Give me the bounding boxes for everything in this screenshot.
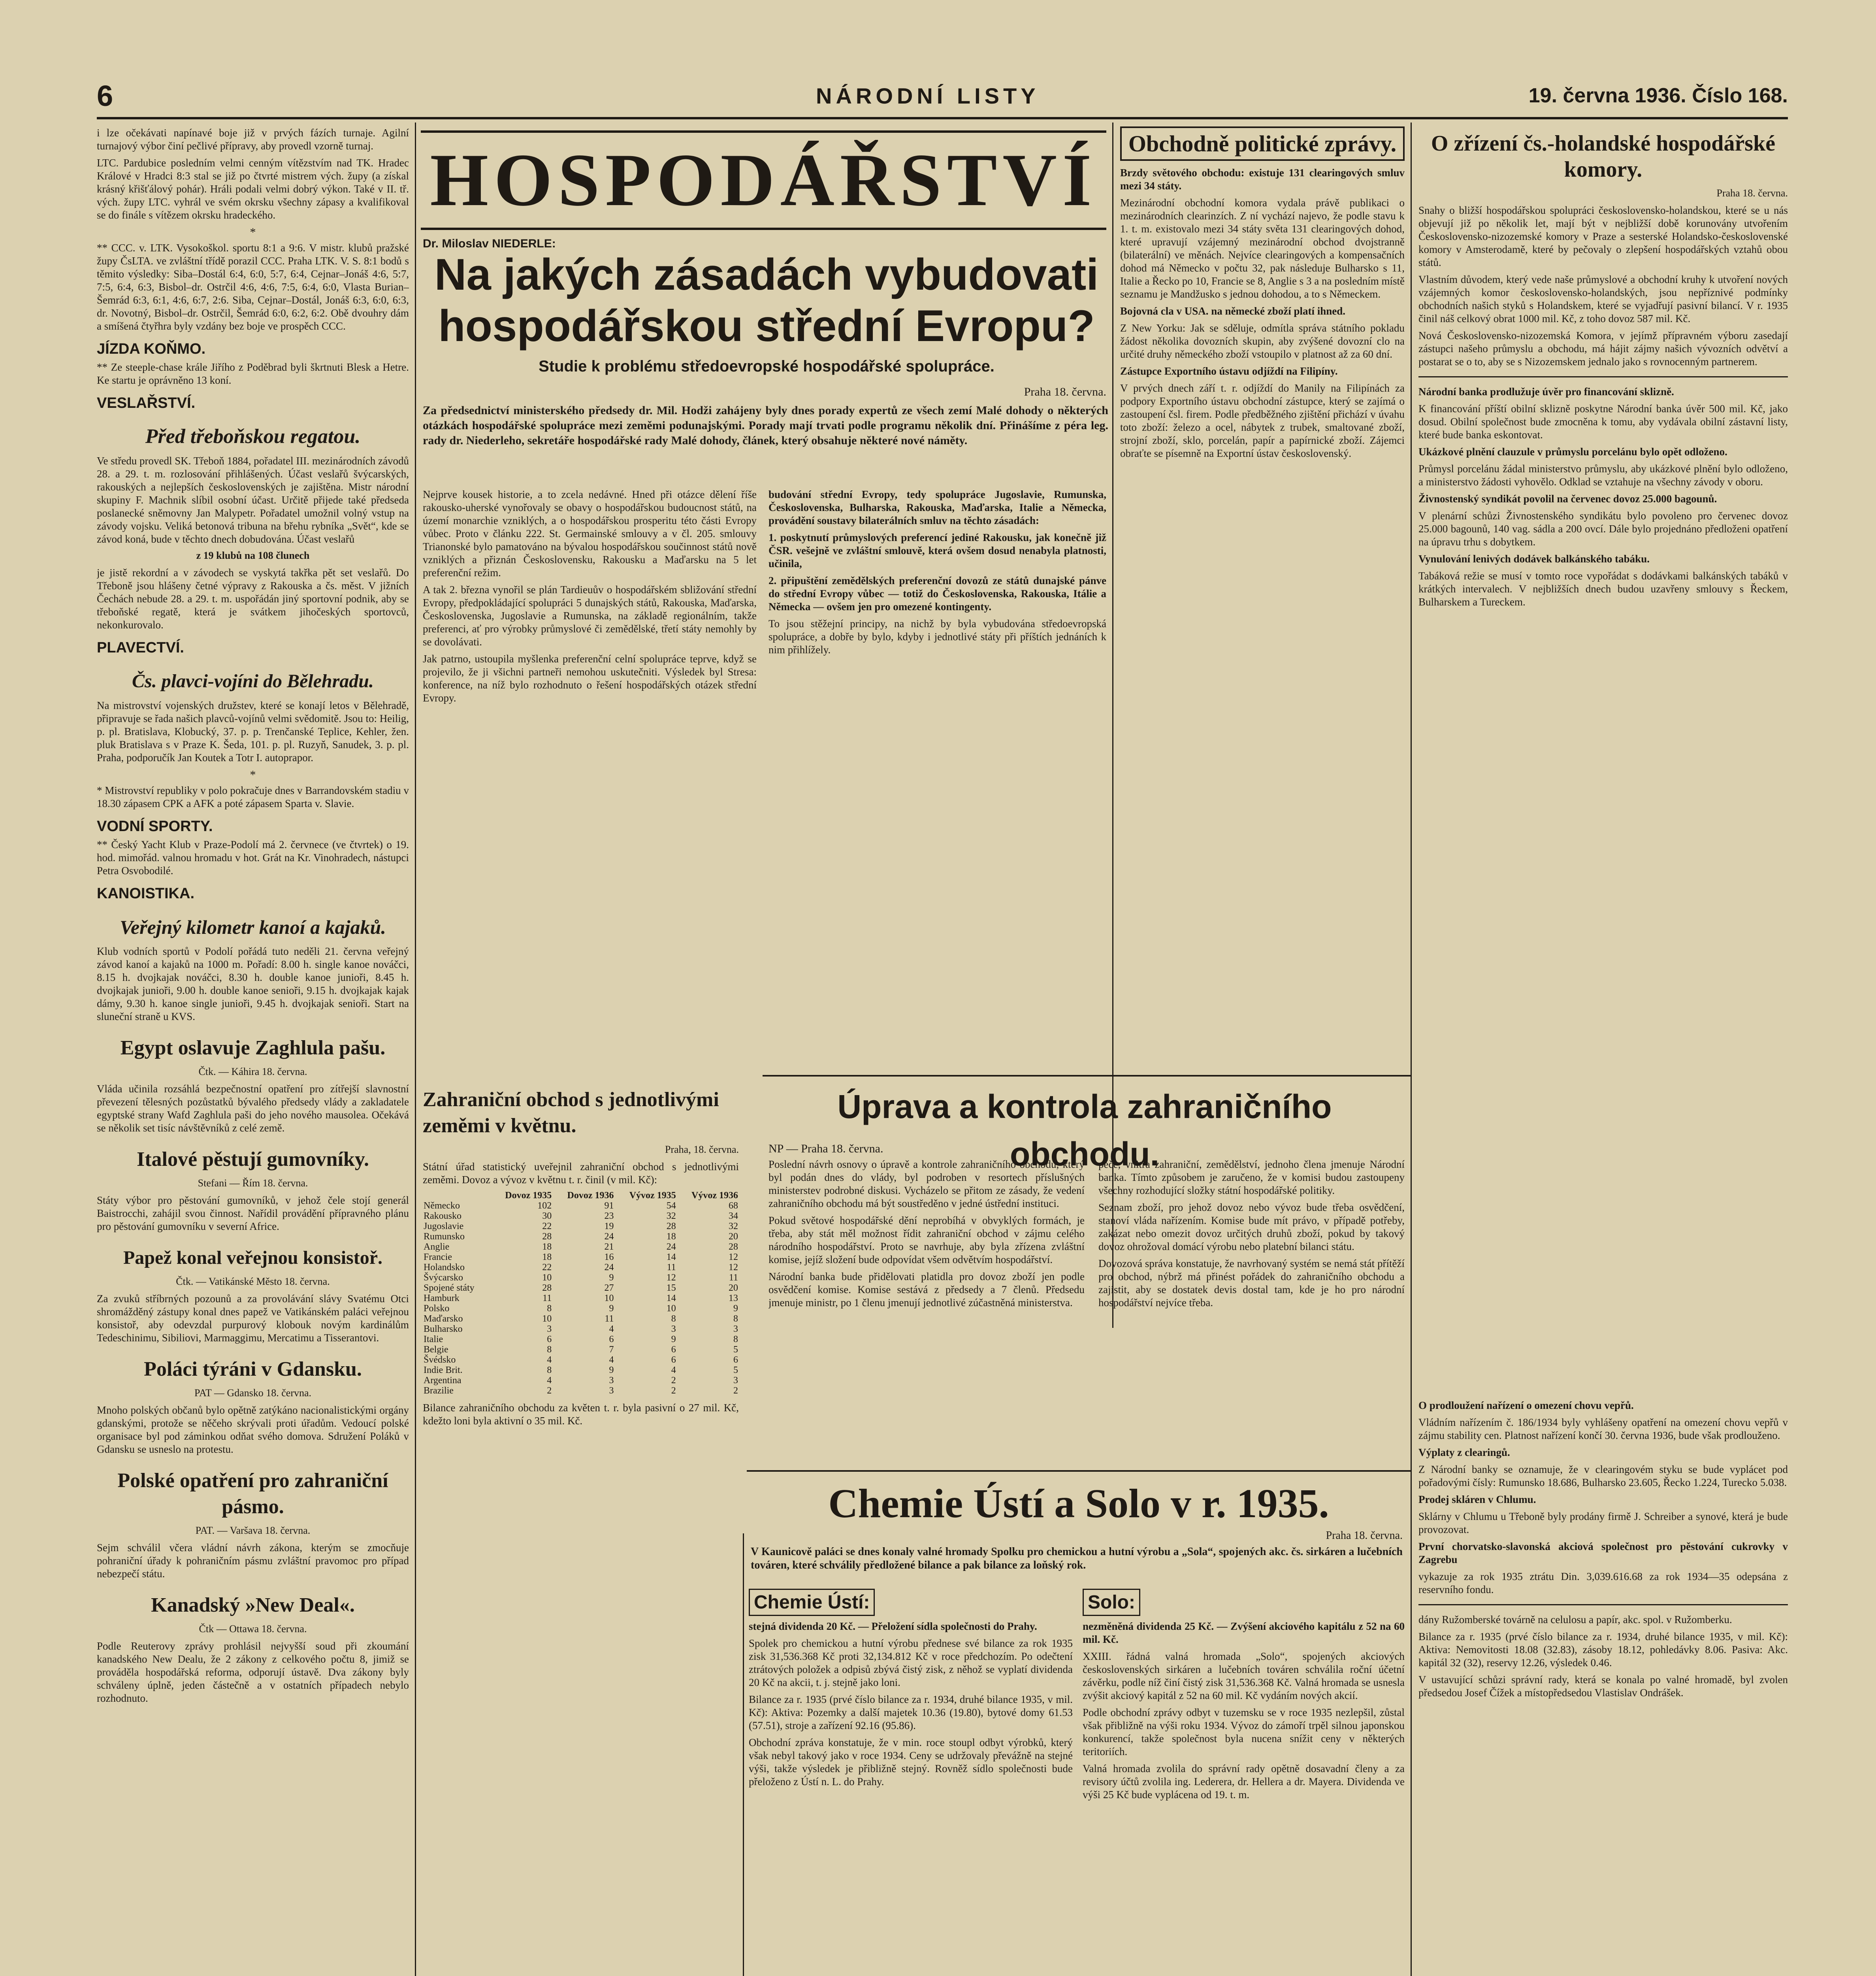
table-header-cell bbox=[423, 1190, 490, 1201]
article-polo: * Mistrovství republiky v polo pokračuje dnes v Barrandovském stadiu v 18.30 zápasem CPK a AFK a poté zápasem Sparta v. Slavie. bbox=[97, 784, 409, 809]
main-para-4: To jsou stěžejní principy, na nichž by byla vybudována středoevropská spolupráce, a dobře by bylo, kdyby i jednotlivé státy při příštích jednáních k nim přihlížely. bbox=[768, 618, 1106, 656]
nb-head: Národní banka prodlužuje úvěr pro financování sklizně. bbox=[1418, 386, 1674, 398]
table-cell: Maďarsko bbox=[424, 1314, 463, 1324]
dateline-uprava: NP — Praha 18. června. bbox=[768, 1142, 883, 1155]
ruzomberok-sprava: V ustavující schůzi správní rady, která se konala po valné hromadě, byl zvolen předsedou Josef Čížek a místopředsedou Vlastislav Ondrášek. bbox=[1418, 1674, 1788, 1699]
headline-kanada: Kanadský »New Deal«. bbox=[151, 1594, 355, 1616]
dateline-kanada: Čtk — Ottawa 18. června. bbox=[199, 1623, 307, 1635]
table-cell: 2 bbox=[671, 1375, 676, 1386]
table-cell: 16 bbox=[604, 1252, 614, 1262]
table-cell: 30 bbox=[542, 1211, 552, 1221]
table-cell: 3 bbox=[671, 1324, 676, 1334]
prasat-head: O prodloužení nařízení o omezení chovu vepřů. bbox=[1418, 1399, 1634, 1411]
table-cell: 4 bbox=[609, 1355, 614, 1365]
table-row bbox=[423, 1252, 739, 1262]
table-cell: 8 bbox=[733, 1314, 738, 1324]
holandska-para-2: Vlastním důvodem, který vede naše průmyslové a obchodní kruhy k utvoření nových vzájemných komor československo-holandských, jsou nepříznivé podmínky obchodních našich styků s Holandskem, které se vyjadřují pasivní bilancí. V r. 1935 činil náš celkový obrat 1000 mil. Kč, z toho dovoz 587 mil. Kč. bbox=[1418, 273, 1788, 324]
table-cell: 10 bbox=[666, 1303, 676, 1314]
trade-news-column bbox=[1120, 126, 1405, 1194]
trade-table bbox=[423, 1190, 739, 1396]
separator-star: * bbox=[250, 226, 256, 239]
table-cell: 6 bbox=[671, 1344, 676, 1355]
table-cell: 14 bbox=[666, 1252, 676, 1262]
nb-text: K financování příští obilní sklizně poskytne Národní banka úvěr 500 mil. Kč, jako dosud. Obilní společnost bude zmocněna k tomu, aby vydávala obilní zástavní listy, které bude banka eskontovat. bbox=[1418, 403, 1788, 441]
headline-kanoe: Veřejný kilometr kanoí a kajaků. bbox=[120, 916, 386, 938]
uprava-para-1: Poslední návrh osnovy o úpravě a kontrole zahraničního obchodu, který byl podán dnes do vlády, byl podroben v resortech příslušných ministerstev podrobné diskusi. Vycházelo se přitom ze zásady, že vedení zahraničního obchodu má být soustředěno v jedné ústřední instituci. bbox=[768, 1158, 1085, 1209]
table-cell: 22 bbox=[542, 1262, 552, 1273]
table-cell: 54 bbox=[666, 1201, 676, 1211]
main-para-3: Jak patrno, ustoupila myšlenka preferenční celní spolupráce teprve, když se projevilo, že ji všichni partneři nemohou uskutečniti. Výsledek byl Stresa: konference, na níž bylo rozhodnuto o řešení hospodářských otázek střední Evropy. bbox=[423, 653, 757, 704]
solo-2: Podle obchodní zprávy odbyt v tuzemsku se v roce 1935 nezlepšil, zůstal však přibližně na výši roku 1934. Vývoz do zámoří trpěl silnou japonskou konkurencí, takže společnost byla nucena snížit ceny v některých teritoriích. bbox=[1083, 1706, 1405, 1757]
table-cell: Belgie bbox=[424, 1344, 448, 1355]
prasat-text: Vládním nařízením č. 186/1934 byly vyhlášeny opatření na omezení chovu vepřů v zájmu stability cen. Platnost nařízení končí 30. června 1936, bude však prodlouženo. bbox=[1418, 1416, 1788, 1441]
solo-label: Solo: bbox=[1083, 1589, 1140, 1616]
page-number: 6 bbox=[97, 79, 113, 112]
foreign-trade-column bbox=[423, 1075, 739, 1976]
column-divider bbox=[743, 1533, 744, 1976]
table-cell: 18 bbox=[542, 1242, 552, 1252]
headline-papez: Papež konal veřejnou konsistoř. bbox=[123, 1247, 382, 1268]
rule bbox=[763, 1075, 1411, 1077]
article-ltc: LTC. Pardubice posledním velmi cenným vítězstvím nad TK. Hradec Králové v Hradci 8:3 stal se již po čtvrté mistrem vých. župy (a získal krásný křišťálový pohár). Hráli podali velmi dobrý výkon. Také v II. tř. vých. župy LTC. vyhrál ve svém okrsku všechny zápasy a kvalifikoval se do finále s vítězem okrsku hradeckého. bbox=[97, 157, 409, 221]
table-row bbox=[423, 1231, 739, 1242]
article-kanoe: Klub vodních sportů v Podolí pořádá tuto neděli 21. června veřejný závod kanoí a kajaků na 1000 m. Pořadí: 8.00 h. single kanoe nováčci, 8.15 h. dvojkajak nováčci, 8.30 h. double kanoe junioři, 8.45 h. dvojkajak junioři, 9.00 h. double kanoe senioři, 9.15 h. dvojkajak kajak dámy, 9.30 h. kanoe single junioři, 9.45 h. dvojkajak senioři. Start na sluneční straně u KVS. bbox=[97, 945, 409, 1022]
table-cell: Anglie bbox=[424, 1242, 450, 1252]
table-cell: Italie bbox=[424, 1334, 443, 1344]
solo-3: Valná hromada zvolila do správní rady opětně dosavadní členy a za revisory účtů zvolila ing. Lederera, dr. Hellera a dr. Mayera. Dividenda ve výši 25 Kč bude vyplácena od 19. t. m. bbox=[1083, 1763, 1405, 1801]
table-cell: 13 bbox=[729, 1293, 738, 1303]
table-cell: 32 bbox=[666, 1211, 676, 1221]
table-row bbox=[423, 1273, 739, 1283]
table-row bbox=[423, 1365, 739, 1375]
tabak-text: Tabáková režie se musí v tomto roce vypořádat s dodávkami balkánských tabáků v krátkých intervalech. V nejbližších dnech budou uzavřeny smlouvy s Řeckem, Bulharskem a Tureckem. bbox=[1418, 570, 1788, 608]
chemie-usti-column bbox=[749, 1589, 1073, 1976]
dateline-egypt: Čtk. — Káhira 18. června. bbox=[198, 1066, 307, 1077]
table-row bbox=[423, 1262, 739, 1273]
article-jizda: ** Ze steeple-chase krále Jiřího z Poděbrad byli škrtnuti Blesk a Hetre. Ke startu je oprávněno 13 koní. bbox=[97, 361, 409, 386]
solo-sub: nezměněná dividenda 25 Kč. — Zvýšení akciového kapitálu z 52 na 60 mil. Kč. bbox=[1083, 1620, 1405, 1645]
table-cell: 9 bbox=[609, 1303, 614, 1314]
porcelan-text: Průmysl porcelánu žádal ministerstvo průmyslu, aby ukázkové plnění bylo odloženo, a ministerstvo žádosti vyhovělo. Odklad se vztahuje na všechny závody v oboru. bbox=[1418, 463, 1788, 488]
table-row bbox=[423, 1283, 739, 1293]
section-vodni: VODNÍ SPORTY. bbox=[97, 818, 213, 835]
headline-egypt: Egypt oslavuje Zaghlula pašu. bbox=[120, 1037, 386, 1059]
trade-news-title-box: Obchodně politické zprávy. bbox=[1120, 126, 1405, 161]
main-headline: Na jakých zásadách vybudovati hospodářskou střední Evropu? bbox=[434, 250, 1099, 351]
table-cell: Brazilie bbox=[424, 1386, 454, 1396]
table-cell: 23 bbox=[604, 1211, 614, 1221]
table-cell: 11 bbox=[667, 1262, 676, 1273]
table-cell: 5 bbox=[733, 1344, 738, 1355]
main-para-1: Nejprve kousek historie, a to zcela nedávné. Hned při otázce dělení říše rakousko-uherské vynořovaly se obavy o hospodářskou budoucnost států, na území monarchie vzniklých, a o hospodářskou prosperitu této části Evropy vůbec. Proto v článku 222. St. Germainské smlouvy a v čl. 205. smlouvy Trianonské bylo pamatováno na bývalou hospodářskou součinnost států nově vzniklých a přiznán Československu, Rakousku a Maďarsku na 5 let preferenční režim. bbox=[423, 488, 757, 579]
article-gdansk: Mnoho polských občanů bylo opětně zatýkáno nacionalistickými orgány gdanskými, protože se něčeho skrývali proti úřadům. Vedoucí polské organisace byl pod záminkou odňat svého domova. Sdružení Poláků v Gdansku se usneslo na protestu. bbox=[97, 1404, 409, 1455]
dateline-papez: Čtk. — Vatikánské Město 18. června. bbox=[176, 1276, 330, 1287]
table-cell: Švýcarsko bbox=[424, 1273, 463, 1283]
section-veslarstvi: VESLAŘSTVÍ. bbox=[97, 395, 196, 411]
table-cell: 4 bbox=[547, 1375, 552, 1386]
right-lower-column bbox=[1418, 1399, 1788, 1976]
article-ccc: ** CCC. v. LTK. Vysokoškol. sportu 8:1 a 9:6. V mistr. klubů pražské župy ČsLTA. ve zvláštní třídě porazil CCC. Praha LTK. V. S. 8:1 bodů s těmito výsledky: Siba–Dostál 6:4, 6:0, 5:7, 6:4, Cejnar–Jonáš 4:6, 5:7, 7:5, 6:4, 6:3, Bisbol–dr. Ostrčil 4:6, 4:6, 7:5, 6:4, 6:0, Vlasta Burian–Šemrád 6:3, 6:1, 4:6, 6:7, 2:6. Siba, Cejnar–Dostál, Jonáš 6:3, 6:0, 6:3, dr. Novotný, Bisbol–dr. Ostrčil, Šemrád 6:0, 6:2, 6:2. Obě dvouhry dám a smíšená čtyřhra byly vzdány bez boje ve prospěch CCC. bbox=[97, 242, 409, 332]
table-row bbox=[423, 1324, 739, 1334]
article-italove: Státy výbor pro pěstování gumovníků, v jehož čele stojí generál Baistrocchi, zahájil svou činnost. Nařídil provádění přípravného plánu pro pěstování gumovníku v severní Africe. bbox=[97, 1194, 409, 1232]
table-cell: 21 bbox=[604, 1242, 614, 1252]
chemie-usti-3: Obchodní zpráva konstatuje, že v min. roce stoupl odbyt výrobků, který však nebyl takový jako v roce 1934. Ceny se udržovaly převážně na stejné výši, takže výsledek je přibližně stejný. Rovněž sídlo společnosti bude přeloženo z Ústí n. L. do Prahy. bbox=[749, 1737, 1073, 1787]
ruzomberok-bilance: Bilance za r. 1935 (prvé číslo bilance za r. 1934, druhé bilance 1935, v mil. Kč): Aktiva: Nemovitosti 18.08 (32.83), zásoby 18.12, pohledávky 8.06. Pasiva: Akc. kapitál 32 (32), reservy 12.26, výsledek 0.46. bbox=[1418, 1631, 1788, 1669]
table-cell: Polsko bbox=[424, 1303, 450, 1314]
table-cell: 12 bbox=[666, 1273, 676, 1283]
headline-regata: Před třeboňskou regatou. bbox=[145, 425, 361, 448]
table-cell: 10 bbox=[604, 1293, 614, 1303]
section-masthead: HOSPODÁŘSTVÍ bbox=[421, 130, 1106, 230]
cukrovka-text: vykazuje za rok 1935 ztrátu Din. 3,039.616.68 za rok 1934—35 odepsána z reservního fondu. bbox=[1418, 1571, 1788, 1595]
headline-plavci: Čs. plavci-vojíni do Bělehradu. bbox=[132, 671, 374, 692]
uprava-para-6: Dovozová správa konstatuje, že navrhovaný systém se nemá stát přítěží pro obchod, nýbrž má přinést pořádek do zahraničního obchodu a zajistit, aby se dostatek devis dostal tam, kde je ho pro národní hospodářství nejvíce třeba. bbox=[1098, 1258, 1405, 1309]
table-cell: 9 bbox=[671, 1334, 676, 1344]
trade-brzdy-head: Brzdy světového obchodu: existuje 131 clearingových smluv mezi 34 státy. bbox=[1120, 167, 1405, 192]
table-cell: 20 bbox=[729, 1283, 738, 1293]
article-intro: i lze očekávati napínavé boje již v prvých fázích turnaje. Agilní turnajový výbor činí pečlivé přípravy, aby provedl vzorně turnaj. bbox=[97, 127, 409, 152]
rule bbox=[1418, 376, 1788, 377]
table-cell: Francie bbox=[424, 1252, 452, 1262]
table-cell: 9 bbox=[733, 1303, 738, 1314]
table-cell: 68 bbox=[729, 1201, 738, 1211]
table-cell: 14 bbox=[666, 1293, 676, 1303]
tabak-head: Vynulování lenivých dodávek balkánského tabáku. bbox=[1418, 553, 1650, 565]
article-yacht: ** Český Yacht Klub v Praze-Podolí má 2. červnece (ve čtvrtek) o 19. hod. mimořád. valnou hromadu v hot. Grát na Kr. Vinohradech, nástupci Petra Osvobodilé. bbox=[97, 839, 409, 877]
table-cell: Rumunsko bbox=[424, 1231, 465, 1242]
newspaper-title: NÁRODNÍ LISTY bbox=[816, 83, 1040, 108]
table-row bbox=[423, 1386, 739, 1396]
main-principle-2: 2. připuštění zemědělských preferenční dovozů ze států dunajské pánve do střední Evropy vůbec — totiž do Československa, Rakouska, Itálie a Německa — ovšem jen pro omezené kontingenty. bbox=[768, 575, 1106, 613]
main-para-2: A tak 2. března vynořil se plán Tardieuův o hospodářském sbližování střední Evropy, předpokládající spolupráci 5 dunajských států, Rakouska, Maďarska, Československa, Jugoslavie a Rumunska, na základě regionálním, takže preferenci, ať pro výrobky průmyslové či zemědělské, třetí státy nemohly by se dovolávati. bbox=[423, 584, 757, 648]
column-divider bbox=[1411, 123, 1412, 1976]
table-cell: 8 bbox=[547, 1365, 552, 1375]
table-cell: 3 bbox=[733, 1324, 738, 1334]
zahranicni-lead: Státní úřad statistický uveřejnil zahraniční obchod s jednotlivými zeměmi. Dovoz a vývoz v květnu t. r. činil (v mil. Kč): bbox=[423, 1161, 739, 1186]
solo-1: XXIII. řádná valná hromada „Solo“, spojených akciových československých sirkáren a lučebních továren schválila roční účetní závěrku, podle níž činí čistý zisk 31,536.368 Kč. Valná hromada se usnesla zvýšit akciový kapitál z 52 na 60 mil. Kč vydáním nových akcií. bbox=[1083, 1650, 1405, 1701]
trade-bojovna-head: Bojovná cla v USA. na německé zboží platí ihned. bbox=[1120, 305, 1346, 317]
headline-italove: Italové pěstují gumovníky. bbox=[137, 1148, 369, 1171]
table-cell: 28 bbox=[729, 1242, 738, 1252]
table-cell: 24 bbox=[666, 1242, 676, 1252]
table-cell: Argentina bbox=[424, 1375, 461, 1386]
table-cell: 24 bbox=[604, 1262, 614, 1273]
section-jizda: JÍZDA KOŇMO. bbox=[97, 341, 206, 357]
table-cell: 91 bbox=[604, 1201, 614, 1211]
table-row bbox=[423, 1221, 739, 1231]
table-cell: 28 bbox=[542, 1283, 552, 1293]
article-regata-2: je jistě rekordní a v závodech se vyskytá takřka pět set veslařů. Do Třeboně jsou hlášeny četné výpravy z Rakouska a čs. měst. V jižních Čechách nebude 28. a 29. t. m. uspořádán jiný sportovní podnik, aby se třeboňské regatě, která je svátkem jihočeských sportovců, nekonkurovalo. bbox=[97, 567, 409, 631]
table-cell: 6 bbox=[609, 1334, 614, 1344]
dateline-gdansk: PAT — Gdansko 18. června. bbox=[194, 1387, 312, 1399]
dutch-chamber-column bbox=[1418, 126, 1788, 1391]
table-cell: 4 bbox=[609, 1324, 614, 1334]
table-cell: 3 bbox=[609, 1375, 614, 1386]
table-cell: Švédsko bbox=[424, 1355, 456, 1365]
table-cell: 10 bbox=[542, 1314, 552, 1324]
main-subtitle: Studie k problému středoevropské hospodářské spolupráce. bbox=[539, 358, 995, 375]
headline-chemie: Chemie Ústí a Solo v r. 1935. bbox=[828, 1481, 1329, 1526]
table-header-cell: Vývoz 1935 bbox=[629, 1190, 676, 1201]
table-row bbox=[423, 1355, 739, 1365]
chemie-usti-1: Spolek pro chemickou a hutní výrobu přednese své bilance za rok 1935 zisk 31,536.368 Kč proti 32,134.812 Kč v roce předchozím. Po odečtení ztrátových položek a odpisů zbývá čistý zisk, z něhož se vyplatí dividenda 20 Kč na akcii, t. j. stejně jako loni. bbox=[749, 1637, 1073, 1688]
section-plavectvi: PLAVECTVÍ. bbox=[97, 639, 184, 656]
trade-zastupce-head: Zástupce Exportního ústavu odjíždí na Filipíny. bbox=[1120, 365, 1338, 377]
uprava-para-4: péče, vnitra zahraniční, zemědělství, jednoho člena jmenuje Národní banka. Tímto způsobem je zaručeno, že v komisi budou zastoupeny všechny rozhodující složky státní hospodářské politiky. bbox=[1098, 1158, 1405, 1196]
table-cell: 32 bbox=[729, 1221, 738, 1231]
table-cell: 11 bbox=[542, 1293, 552, 1303]
header-rule bbox=[97, 117, 1788, 119]
table-row bbox=[423, 1211, 739, 1221]
chemie-usti-label: Chemie Ústí: bbox=[749, 1589, 875, 1616]
table-cell: Rakousko bbox=[424, 1211, 461, 1221]
table-cell: 4 bbox=[547, 1355, 552, 1365]
table-cell: Spojené státy bbox=[424, 1283, 475, 1293]
table-header-cell: Dovoz 1935 bbox=[505, 1190, 552, 1201]
table-cell: 3 bbox=[733, 1375, 738, 1386]
dateline-zahranicni: Praha, 18. června. bbox=[665, 1144, 739, 1155]
section-kanoistika: KANOISTIKA. bbox=[97, 885, 194, 902]
table-cell: Bulharsko bbox=[424, 1324, 463, 1334]
headline-holandska: O zřízení čs.-holandské hospodářské komory. bbox=[1431, 131, 1776, 182]
headline-zahranicni: Zahraniční obchod s jednotlivými zeměmi v květnu. bbox=[423, 1088, 719, 1137]
table-row bbox=[423, 1334, 739, 1344]
table-row bbox=[423, 1314, 739, 1324]
table-cell: 22 bbox=[542, 1221, 552, 1231]
clearing-text: Z Národní banky se oznamuje, že v clearingovém styku se bude vyplácet pod pořadovými čísly: Rumunsko 18.686, Bulharsko 23.605, Řecko 1.224, Turecko 5.038. bbox=[1418, 1463, 1788, 1488]
table-cell: 12 bbox=[729, 1262, 738, 1273]
table-cell: 11 bbox=[729, 1273, 738, 1283]
table-cell: 3 bbox=[609, 1386, 614, 1396]
dateline-polsko: PAT. — Varšava 18. června. bbox=[195, 1525, 311, 1536]
table-cell: Indie Brit. bbox=[424, 1365, 463, 1375]
main-article-right bbox=[768, 488, 1106, 1061]
issue-date: 19. června 1936. Číslo 168. bbox=[1528, 84, 1788, 107]
uprava-para-2: Pokud světové hospodářské dění neprobíhá v obvyklých formách, je třeba, aby stát měl možnost řídit zahraniční obchod v zájmu celého národního hospodářství. Proto se navrhuje, aby byla zřízena zvláštní komise, jejíž složení bude odpovídat všem odvětvím hospodářství. bbox=[768, 1214, 1085, 1265]
table-cell: 10 bbox=[542, 1273, 552, 1283]
table-cell: Holandsko bbox=[424, 1262, 465, 1273]
table-cell: 6 bbox=[547, 1334, 552, 1344]
author-line: Dr. Miloslav NIEDERLE: bbox=[423, 237, 556, 250]
table-header-cell: Dovoz 1936 bbox=[567, 1190, 614, 1201]
headline-gdansk: Poláci týráni v Gdansku. bbox=[144, 1358, 362, 1380]
headline-uprava: Úprava a kontrola zahraničního obchodu. bbox=[837, 1088, 1332, 1173]
holandska-para-3: Nová Československo-nizozemská Komora, v jejímž přípravném výboru zasedají zástupci našeho průmyslu a obchodu, má hájit zájmy našich vývozních odvětví a postarat se o to, aby se s Nizozemskem jednalo jako s rovnocenným partnerem. bbox=[1418, 330, 1788, 368]
regata-clubs: z 19 klubů na 108 člunech bbox=[196, 550, 310, 561]
table-cell: 18 bbox=[666, 1231, 676, 1242]
table-cell: 27 bbox=[604, 1283, 614, 1293]
table-cell: 102 bbox=[537, 1201, 552, 1211]
table-cell: Jugoslavie bbox=[424, 1221, 464, 1231]
table-cell: 20 bbox=[729, 1231, 738, 1242]
trade-bojovna: Z New Yorku: Jak se sděluje, odmítla správa státního pokladu žádost několika dovozních skupin, aby zvýšené dovozní clo na určité druhy německého zboží vstoupilo v platnost až za 60 dní. bbox=[1120, 322, 1405, 360]
table-row bbox=[423, 1344, 739, 1355]
rule bbox=[747, 1470, 1411, 1472]
table-row bbox=[423, 1242, 739, 1252]
chemie-usti-2: Bilance za r. 1935 (prvé číslo bilance za r. 1934, druhé bilance 1935, v mil. Kč): Aktiva: Pozemky a další majetek 10.36 (19.80), bytové domy 61.53 (57.51), stroje a zařízení 92.16 (95.86). bbox=[749, 1693, 1073, 1731]
table-cell: Hamburk bbox=[424, 1293, 460, 1303]
holandska-para-1: Snahy o bližší hospodářskou spolupráci československo-holandskou, které se u nás objevují již po několik let, mají být v nejbližší době korunovány utvořením Československo-nizozemské komory v Praze a sesterské Holandsko-československé komory v Amsterodamě, které by pečovaly o zlepšení hospodářských vztahů obou států. bbox=[1418, 204, 1788, 268]
table-cell: 34 bbox=[729, 1211, 738, 1221]
table-cell: 3 bbox=[547, 1324, 552, 1334]
sklarny-text: Sklárny v Chlumu u Třeboně byly prodány firmě J. Schreiber a synové, která je bude provozovat. bbox=[1418, 1510, 1788, 1535]
separator-star: * bbox=[250, 768, 256, 781]
article-regata: Ve středu provedl SK. Třeboň 1884, pořadatel III. mezinárodních závodů 28. a 29. t. m. rozlosování přihlášených. Účast veslařů švýcarských, rakouských a nejlepších československých je zajištěna. Mistr národní skupiny F. Machnik slíbil osobní účast. Určitě přijede také předseda poslanecké sněmovny Jan Malypetr. Pořadatel umožnil volný vstup na závody vojsku. Veliká betonová tribuna na břehu rybníka „Svět“, kde se závod koná, bude v těchto dnech dobudována. Účast veslařů bbox=[97, 455, 409, 545]
chemie-lead: V Kaunicově paláci se dnes konaly valné hromady Spolku pro chemickou a hutní výrobu a „Sola“, spojených akc. čs. sirkáren a lučebních továren, které schválily předložené bilance a pak bilance za loňský rok. bbox=[751, 1546, 1403, 1571]
article-plavci: Na mistrovství vojenských družstev, které se konají letos v Bělehradě, připravuje se řada našich plavců-vojínů velmi svědomitě. Jsou to: Heilig, p. pl. Bratislava, Klobucký, 37. p. p. Trenčanské Teplice, Kehler, žen. pluk Bratislava s v Praze K. Šeda, 101. p. pl. Ruzyň, Sanudek, 3. p. pl. Praha, podporučík Jan Koutek a Totr I. autoprapor. bbox=[97, 700, 409, 764]
syndikat-head: Živnostenský syndikát povolil na červenec dovoz 25.000 bagounů. bbox=[1418, 493, 1717, 505]
cukrovka-head: První chorvatsko-slavonská akciová společnost pro pěstování cukrovky v Zagrebu bbox=[1418, 1540, 1788, 1565]
porcelan-head: Ukázkové plnění clauzule v průmyslu porcelánu bylo opět odloženo. bbox=[1418, 446, 1727, 458]
table-cell: 18 bbox=[542, 1252, 552, 1262]
article-polsko: Sejm schválil včera vládní návrh zákona, kterým se zmocňuje pohraniční úřady k pohraničním pásmu zvláštní pravomoc pro případ nebezpečí státu. bbox=[97, 1542, 409, 1580]
table-row bbox=[423, 1201, 739, 1211]
sklarny-head: Prodej skláren v Chlumu. bbox=[1418, 1493, 1536, 1505]
main-dateline: Praha 18. června. bbox=[1024, 385, 1106, 398]
headline-polsko: Polské opatření pro zahraniční pásmo. bbox=[117, 1469, 388, 1518]
table-cell: 28 bbox=[666, 1221, 676, 1231]
table-cell: 8 bbox=[733, 1334, 738, 1344]
dateline-chemie: Praha 18. června. bbox=[1326, 1529, 1403, 1542]
uprava-para-3: Národní banka bude přidělovati platidla pro dovoz zboží jen podle osvědčení komise. Komise sestává z předsedy a 7 členů. Předsedu jmenuje ministr, po 1 členu jmenují jednotlivé zúčastněná ministerstva. bbox=[768, 1271, 1085, 1309]
table-cell: Německo bbox=[424, 1201, 460, 1211]
table-cell: 2 bbox=[733, 1386, 738, 1396]
dateline-italove: Stefani — Řím 18. června. bbox=[198, 1177, 308, 1189]
main-bold-para: budování střední Evropy, tedy spolupráce Jugoslavie, Rumunska, Československa, Bulharska, Rakouska, Maďarska, Italie a Německa, provádění soustavy bilaterálních smluv na těchto zásadách: bbox=[768, 488, 1106, 526]
table-cell: 11 bbox=[605, 1314, 614, 1324]
table-row bbox=[423, 1303, 739, 1314]
table-cell: 28 bbox=[542, 1231, 552, 1242]
rule bbox=[1418, 1604, 1788, 1605]
table-cell: 15 bbox=[666, 1283, 676, 1293]
article-papez: Za zvuků stříbrných pozounů a za provolávání slávy Svatému Otci shromážděný zástupy konal dnes papež ve Vatikánském paláci veřejnou konsistoř, aby odevzdal purpurový klobouk novým kardinálům Tedeschinimu, Sibiliovi, Marmaggimu, Mercatimu a Tisserantovi. bbox=[97, 1293, 409, 1344]
trade-brzdy: Mezinárodní obchodní komora vydala právě publikaci o mezinárodních clearinzích. Z ní vychází najevo, že podle stavu k 1. t. m. existovalo mezi 34 státy světa 131 clearingových dohod, které upravují vzájemný mezinárodní obchod dvojstranně (bilaterální) ve měnách. Nejvíce clearingových a kompensačních dohod má Německo v počtu 32, pak následuje Bulharsko s 11, Italie a Řecko po 10, Francie se 8, Anglie s 3 a na posledním místě seznamu je Mandžusko s jednou dohodou, a to s Německem. bbox=[1120, 197, 1405, 300]
ruzomberok-text: dány Ružomberské továrně na celulosu a papír, akc. spol. v Ružomberku. bbox=[1418, 1614, 1732, 1625]
table-cell: 9 bbox=[609, 1273, 614, 1283]
table-header-cell: Vývoz 1936 bbox=[691, 1190, 738, 1201]
article-egypt: Vláda učinila rozsáhlá bezpečnostní opatření pro zítřejší slavnostní převezení tělesných pozůstatků bývalého předsedy vlády a zakladatele egyptské strany Wafd Zaghlula paši do jeho nového mausolea. Očekává se několik set tisíc návštěvníků z celé země. bbox=[97, 1083, 409, 1134]
main-principle-1: 1. poskytnutí průmyslových preferencí jediné Rakousku, jak konečně již ČSR. vešejně ve zvláštní smlouvě, která ovšem dosud nenabyla platnosti, učinila, bbox=[768, 532, 1106, 569]
chemie-usti-sub: stejná dividenda 20 Kč. — Přeložení sídla společnosti do Prahy. bbox=[749, 1620, 1037, 1632]
table-cell: 8 bbox=[547, 1344, 552, 1355]
main-lead: Za předsednictví ministerského předsedy dr. Mil. Hodži zahájeny byly dnes porady expertů ze všech zemí Malé dohody o některých otázkách hospodářské spolupráce mezi zeměmi podunajskými. Porady mají trvati podle programu několik dní. Přinášíme z péra leg. rady dr. Niederleho, sekretáře hospodářské rady Malé dohody, článek, který obsahuje některé nové náměty. bbox=[423, 404, 1108, 447]
table-cell: 19 bbox=[604, 1221, 614, 1231]
table-cell: 2 bbox=[547, 1386, 552, 1396]
table-cell: 9 bbox=[609, 1365, 614, 1375]
column-divider bbox=[415, 123, 416, 1976]
table-cell: 24 bbox=[604, 1231, 614, 1242]
zahranicni-note: Bilance zahraničního obchodu za květen t. r. byla pasivní o 27 mil. Kč, kdežto loni byla aktivní o 35 mil. Kč. bbox=[423, 1402, 739, 1427]
uprava-para-5: Seznam zboží, pro jehož dovoz nebo vývoz bude třeba osvědčení, stanoví vláda nařízením. Komise bude mít právo, v případě potřeby, zakázat nebo omezit dovoz určitých druhů zboží, pokud by takový dovoz ohrožoval domácí výrobu nebo platební bilanci státu. bbox=[1098, 1201, 1405, 1252]
main-article-left bbox=[423, 488, 757, 1061]
table-cell: 6 bbox=[671, 1355, 676, 1365]
table-row bbox=[423, 1293, 739, 1303]
running-header bbox=[97, 79, 1788, 115]
syndikat-text: V plenární schůzi Živnostenského syndikátu bylo povoleno pro červenec dovoz 25.000 bagounů, 140 vag. sádla a 200 ovcí. Dále bylo projednáno předloženi opatření na úpravu trhu s dobytkem. bbox=[1418, 510, 1788, 548]
table-cell: 12 bbox=[729, 1252, 738, 1262]
trade-zastupce: V prvých dnech září t. r. odjíždí do Manily na Filipínách za podpory Exportního ústavu obchodní zástupce, který se zajímá o zastoupení čsl. firem. Podle předběžného zjištění přichází v úvahu toto zboží: železo a ocel, nábytek z trubek, smaltované zboží, strojní zboží, sklo, porcelán, papír a papírnické zboží. Zájemci obraťte se písemně na Exportní ústav československý. bbox=[1120, 382, 1405, 459]
table-cell: 2 bbox=[671, 1386, 676, 1396]
article-kanada: Podle Reuterovy zprávy prohlásil nejvyšší soud při zkoumání kanadského New Dealu, že 2 zákony z celkového počtu 8, jimiž se prováděla hospodářská reforma, odporují ústavě. Dva zákony byly schváleny úplně, jeden částečně a v ostatních případech nebylo rozhodnuto. bbox=[97, 1640, 409, 1704]
table-cell: 8 bbox=[547, 1303, 552, 1314]
table-cell: 5 bbox=[733, 1365, 738, 1375]
sports-column bbox=[97, 126, 409, 1976]
dateline-holandska: Praha 18. června. bbox=[1716, 187, 1788, 199]
clearing-head: Výplaty z clearingů. bbox=[1418, 1446, 1510, 1458]
solo-column bbox=[1083, 1589, 1405, 1976]
uprava-left bbox=[768, 1158, 1085, 1462]
table-cell: 7 bbox=[609, 1344, 614, 1355]
table-cell: 6 bbox=[733, 1355, 738, 1365]
table-cell: 4 bbox=[671, 1365, 676, 1375]
table-row bbox=[423, 1375, 739, 1386]
uprava-right bbox=[1098, 1158, 1405, 1462]
table-cell: 8 bbox=[671, 1314, 676, 1324]
